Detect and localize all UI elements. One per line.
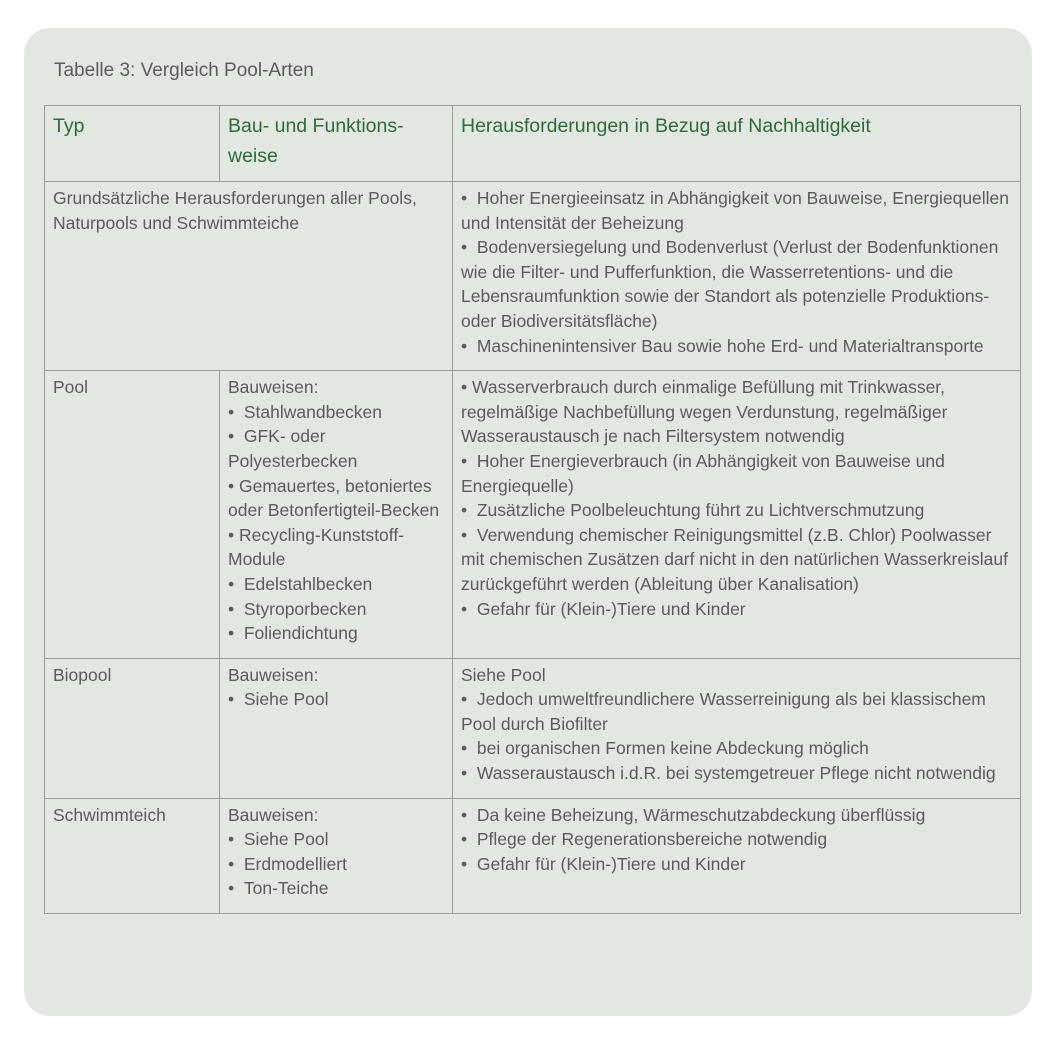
construction-cell (220, 371, 453, 659)
list-item: • Gefahr für (Klein-)Tiere und Kinder (461, 597, 1012, 622)
table-panel (24, 28, 1032, 1016)
list-item: • Bodenversiegelung und Bodenverlust (Verlust der Bodenfunktionen wie die Filter- und Pufferfunktion, die Wasserretentions- und die Lebensraumfunktion sowie der Standort als potenzielle Produktions- oder Biodiversitätsfläche) (461, 235, 1012, 333)
list-item: • Wasseraustausch i.d.R. bei systemgetreuer Pflege nicht notwendig (461, 761, 1012, 786)
list-item: • Recycling-Kunststoff-Module (228, 523, 444, 572)
construction-cell (220, 658, 453, 798)
challenges-list (461, 687, 1012, 785)
construction-cell (220, 798, 453, 913)
list-item: • Erdmodelliert (228, 852, 444, 877)
type-cell: Pool (45, 371, 220, 659)
general-type-cell: Grundsätzliche Herausforderungen aller Pools, Naturpools und Schwimmteiche (45, 182, 453, 371)
challenges-intro: Siehe Pool (461, 664, 546, 685)
table-row-pool (45, 371, 1021, 659)
header-construction: Bau- und Funktions-weise (220, 106, 453, 182)
challenges-cell (453, 371, 1021, 659)
table-row-biopool (45, 658, 1021, 798)
list-item: • Siehe Pool (228, 827, 444, 852)
list-item: • Da keine Beheizung, Wärmeschutzabdeckung überflüssig (461, 803, 1012, 828)
list-item: • Verwendung chemischer Reinigungsmittel (z.B. Chlor) Poolwasser mit chemischen Zusätzen darf nicht in den natürlichen Wasserkreislauf zurückgeführt werden (Ableitung über Kanalisation) (461, 523, 1012, 597)
challenges-list (461, 375, 1012, 621)
list-item: • Styroporbecken (228, 597, 444, 622)
construction-list (228, 687, 444, 712)
general-challenges-list (461, 186, 1012, 358)
header-type: Typ (45, 106, 220, 182)
list-item: • GFK- oder Polyesterbecken (228, 424, 444, 473)
general-challenges-cell (453, 182, 1021, 371)
list-item: • bei organischen Formen keine Abdeckung möglich (461, 736, 1012, 761)
construction-list (228, 827, 444, 901)
construction-label: Bauweisen: (228, 804, 319, 825)
construction-label: Bauweisen: (228, 664, 319, 685)
challenges-cell (453, 798, 1021, 913)
type-cell: Biopool (45, 658, 220, 798)
challenges-list (461, 803, 1012, 877)
list-item: • Wasserverbrauch durch einmalige Befüllung mit Trinkwasser, regelmäßige Nachbefüllung wegen Verdunstung, regelmäßiger Wasseraustausch je nach Filtersystem notwendig (461, 375, 1012, 449)
list-item: • Jedoch umweltfreundlichere Wasserreinigung als bei klassischem Pool durch Biofilter (461, 687, 1012, 736)
comparison-table (44, 105, 1021, 914)
list-item: • Edelstahlbecken (228, 572, 444, 597)
list-item: • Gemauertes, betoniertes oder Betonfertigteil-Becken (228, 474, 444, 523)
challenges-cell (453, 658, 1021, 798)
table-row-schwimmteich (45, 798, 1021, 913)
list-item: • Stahlwandbecken (228, 400, 444, 425)
header-row (45, 106, 1021, 182)
list-item: • Zusätzliche Poolbeleuchtung führt zu Lichtverschmutzung (461, 498, 1012, 523)
list-item: • Ton-Teiche (228, 876, 444, 901)
construction-list (228, 400, 444, 646)
list-item: • Hoher Energieeinsatz in Abhängigkeit von Bauweise, Energiequellen und Intensität der Beheizung (461, 186, 1012, 235)
list-item: • Hoher Energieverbrauch (in Abhängigkeit von Bauweise und Energiequelle) (461, 449, 1012, 498)
header-challenges: Herausforderungen in Bezug auf Nachhaltigkeit (453, 106, 1021, 182)
table-caption: Tabelle 3: Vergleich Pool-Arten (54, 60, 314, 81)
list-item: • Gefahr für (Klein-)Tiere und Kinder (461, 852, 1012, 877)
list-item: • Siehe Pool (228, 687, 444, 712)
table-row-general (45, 182, 1021, 371)
list-item: • Pflege der Regenerationsbereiche notwendig (461, 827, 1012, 852)
type-cell: Schwimmteich (45, 798, 220, 913)
list-item: • Maschinenintensiver Bau sowie hohe Erd- und Materialtransporte (461, 334, 1012, 359)
construction-label: Bauweisen: (228, 377, 319, 398)
list-item: • Foliendichtung (228, 621, 444, 646)
